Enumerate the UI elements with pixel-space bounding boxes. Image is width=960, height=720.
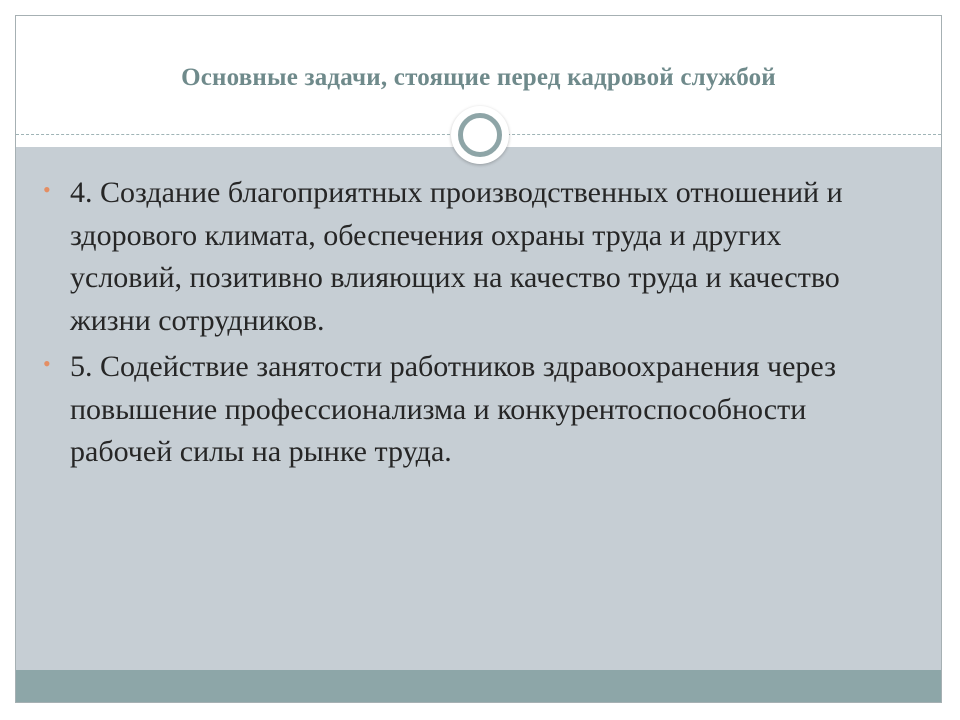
ring-icon (451, 106, 509, 164)
bullet-icon: • (43, 351, 51, 376)
bullet-list (40, 172, 900, 478)
bullet-item (40, 172, 900, 342)
slide-title: Основные задачи, стоящие перед кадровой службой (181, 64, 776, 91)
bullet-text: 4. Создание благоприятных производственных отношений и здорового климата, обеспечения охраны труда и других условий, позитивно влияющих на качество труда и качество жизни сотрудников. (70, 176, 843, 337)
bullet-icon: • (43, 177, 51, 202)
ring-icon-inner (458, 113, 502, 157)
footer-band (16, 670, 941, 702)
bullet-item (40, 346, 900, 474)
bullet-text: 5. Содействие занятости работников здравоохранения через повышение профессионализма и конкурентоспособности рабочей силы на рынке труда. (70, 350, 836, 468)
